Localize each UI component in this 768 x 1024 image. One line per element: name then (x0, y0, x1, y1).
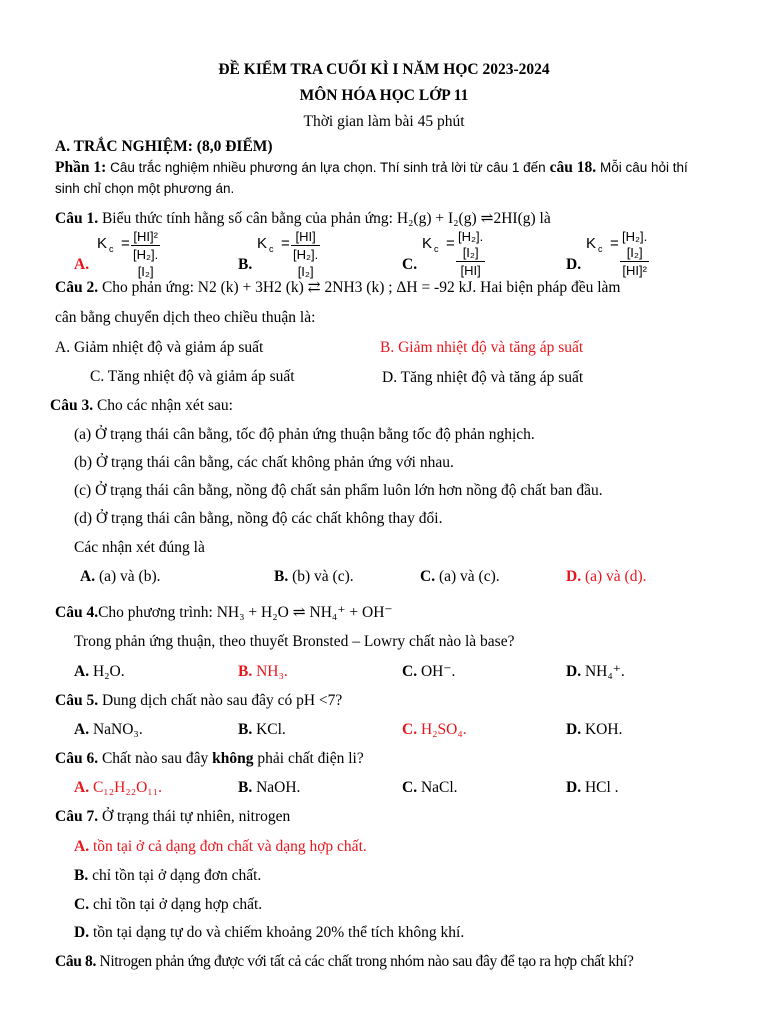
question-1 (55, 209, 551, 229)
q4-option-a[interactable]: A. H₂O. (74, 663, 125, 680)
q1-text: Biểu thức tính hằng số cân bằng của phản ứng: H₂(g) + I₂(g) ⇌2HI(g) là (101, 210, 551, 227)
q3-option-a[interactable]: A. (a) và (b). (80, 568, 161, 585)
q5-option-a[interactable]: A. NaNO₃. (74, 721, 143, 738)
q4-option-b[interactable]: B. NH₃. (238, 663, 288, 680)
exam-time: Thời gian làm bài 45 phút (303, 113, 465, 130)
q5-label: Câu 5. (55, 692, 99, 709)
q1-option-d-fraction: $\frac{\text{[H₂].[I₂]}}{\text{[HI]²}}$ (622, 229, 648, 278)
q5-option-c[interactable]: C. H₂SO₄. (402, 721, 467, 738)
q3-item-b: (b) Ở trạng thái cân bằng, các chất không phản ứng với nhau. (74, 454, 454, 471)
exam-title: ĐỀ KIỂM TRA CUỐI KÌ I NĂM HỌC 2023-2024 (218, 61, 550, 78)
q5-option-b[interactable]: B. KCl. (238, 721, 286, 738)
q7-option-b[interactable]: B. chỉ tồn tại ở dạng đơn chất. (74, 867, 262, 884)
part1-instructions (55, 158, 688, 178)
q1-label: Câu 1. (55, 210, 99, 227)
question-3 (50, 396, 233, 416)
question-7 (55, 807, 290, 827)
q4-label: Câu 4. (55, 604, 99, 621)
question-5 (55, 691, 342, 711)
question-8 (55, 952, 634, 972)
q2-option-c[interactable]: C. Tăng nhiệt độ và giảm áp suất (90, 368, 295, 385)
q2-label: Câu 2. (55, 279, 99, 296)
question-4 (55, 603, 393, 623)
q1-option-c-fraction: $\frac{\text{[H₂].[I₂]}}{[HI]}$ (458, 229, 484, 278)
q3-item-d: (d) Ở trạng thái cân bằng, nồng độ các chất không thay đổi. (74, 510, 443, 527)
question-6 (55, 749, 364, 769)
q2-option-a[interactable]: A. Giảm nhiệt độ và giảm áp suất (55, 339, 264, 356)
q1-option-b-fraction: $\frac{[HI]}{\text{[H₂].[I₂]}}$ (293, 229, 319, 279)
q3-label: Câu 3. (50, 397, 94, 414)
q3-item-a: (a) Ở trạng thái cân bằng, tốc độ phản ứng thuận bằng tốc độ phản nghịch. (74, 426, 535, 443)
q4-option-d[interactable]: D. NH₄⁺. (566, 663, 625, 680)
q3-text: Cho các nhận xét sau: (96, 397, 233, 414)
q6-text1: Chất nào sau đây (101, 750, 209, 767)
q2-line1: Cho phản ứng: N2 (k) + 3H2 (k) ⇄ 2NH3 (k) ; ΔH = -92 kJ. Hai biện pháp đều làm (101, 279, 621, 296)
q4-option-c[interactable]: C. OH⁻. (402, 663, 456, 680)
q5-option-d[interactable]: D. KOH. (566, 721, 623, 738)
q6-text2: phải chất điện li? (257, 750, 364, 767)
q4-line2: Trong phản ứng thuận, theo thuyết Bronsted – Lowry chất nào là base? (74, 633, 515, 650)
q6-bold: không (212, 750, 254, 767)
q3-option-d[interactable]: D. (a) và (d). (566, 568, 647, 585)
q1-option-a-fraction: $\frac{\text{[HI]²}}{\text{[H₂].[I₂]}}$ (133, 229, 159, 279)
q2-option-b[interactable]: B. Giảm nhiệt độ và tăng áp suất (380, 339, 584, 356)
part1-line2: sinh chỉ chọn một phương án. (55, 181, 235, 196)
q3-item-c: (c) Ở trạng thái cân bằng, nồng độ chất sản phẩm luôn lớn hơn nồng độ chất ban đầu. (74, 482, 603, 499)
q3-option-b[interactable]: B. (b) và (c). (274, 568, 354, 585)
q3-prompt: Các nhận xét đúng là (74, 539, 205, 556)
q6-option-b[interactable]: B. NaOH. (238, 779, 301, 796)
part1-text2: Mỗi câu hỏi thí (599, 160, 688, 175)
q7-option-d[interactable]: D. tồn tại dạng tự do và chiếm khoảng 20% thể tích không khí. (74, 924, 465, 941)
q7-option-c[interactable]: C. chỉ tồn tại ở dạng hợp chất. (74, 896, 263, 913)
q8-text: Nitrogen phản ứng được với tất cả các chất trong nhóm nào sau đây để tạo ra hợp chất khí? (99, 953, 634, 970)
section-a-heading: A. TRẮC NGHIỆM: (8,0 ĐIỂM) (55, 138, 273, 155)
exam-page: ĐỀ KIỂM TRA CUỐI KÌ I NĂM HỌC 2023-2024 MÔN HÓA HỌC LỚP 11 Thời gian làm bài 45 phút A. TRẮC NGHIỆM: (8,0 ĐIỂM) Phần 1: Câu trắc nghiệm nhiều phương án lựa chọn. Thí sinh trả lời từ câu 1 đến câu 18. Mỗi câu hỏi thí sinh chỉ chọn một phương án. Câu 1. Biểu thức tính hằng số cân bằng của phản ứng: H₂(g) + I₂(g) ⇌2HI(g) là A. K c = $\frac{\text{[HI]²}}{\text{[H₂].[I₂]}}$ B. K c = $\frac{[HI]}{\text{[H₂].[I₂]}}$ C. K c = $\frac{\text{[H₂].[I₂]}}{[HI]}$ D. K c = $\frac{\text{[H₂].[I₂]}}{\text{[HI]²}}$ Câu 2. Cho phản ứng: N2 (k) + 3H2 (k) ⇄ 2NH3 (k) ; ΔH = -92 kJ. Hai biện pháp đều làm cân bằng chuyển dịch theo chiều thuận là: A. Giảm nhiệt độ và giảm áp suất B. Giảm nhiệt độ và tăng áp suất C. Tăng nhiệt độ và giảm áp suất D. Tăng nhiệt độ và tăng áp suất Câu 3. Cho các nhận xét sau: (a) Ở trạng thái cân bằng, tốc độ phản ứng thuận bằng tốc độ phản nghịch. (b) Ở trạng thái cân bằng, các chất không phản ứng với nhau. (c) Ở trạng thái cân bằng, nồng độ chất sản phẩm luôn lớn hơn nồng độ chất ban đầu. (d) Ở trạng thái cân bằng, nồng độ các chất không thay đổi. Các nhận xét đúng là A. (a) và (b). B. (b) và (c). C. (a) và (c). D. (a) và (d). Câu 4.Cho phương trình: NH₃ + H₂O ⇌ NH₄⁺ + OH⁻ Trong phản ứng thuận, theo thuyết Bronsted – Lowry chất nào là base? A. H₂O. B. NH₃. C. OH⁻. D. NH₄⁺. Câu 5. Dung dịch chất nào sau đây có pH <7? A. NaNO₃. B. KCl. C. H₂SO₄. D. KOH. Câu 6. Chất nào sau đây không phải chất điện li? A. C₁₂H₂₂O₁₁. B. NaOH. C. NaCl. D. HCl . Câu 7. Ở trạng thái tự nhiên, nitrogen A. tồn tại ở cả dạng đơn chất và dạng hợp chất. B. chỉ tồn tại ở dạng đơn chất. C. chỉ tồn tại ở dạng hợp chất. D. tồn tại dạng tự do và chiếm khoảng 20% thể tích không khí. Câu 8. Nitrogen phản ứng được với tất cả các chất trong nhóm nào sau đây để tạo ra hợp chất khí? (0, 0, 768, 1024)
q1-option-c-letter[interactable]: C. (402, 256, 418, 273)
q4-text: Cho phương trình: NH₃ + H₂O ⇌ NH₄⁺ + OH⁻ (98, 604, 393, 621)
q6-option-a[interactable]: A. C₁₂H₂₂O₁₁. (74, 779, 162, 796)
part1-text1: Câu trắc nghiệm nhiều phương án lựa chọn. Thí sinh trả lời từ câu 1 đến (110, 160, 546, 175)
q7-text: Ở trạng thái tự nhiên, nitrogen (101, 808, 291, 825)
part1-bold: câu 18. (549, 159, 597, 176)
q6-option-c[interactable]: C. NaCl. (402, 779, 458, 796)
q5-text: Dung dịch chất nào sau đây có pH <7? (101, 692, 343, 709)
part1-label: Phần 1: (55, 159, 107, 176)
q2-line2: cân bằng chuyển dịch theo chiều thuận là: (55, 309, 316, 326)
exam-subject: MÔN HÓA HỌC LỚP 11 (299, 87, 469, 104)
q6-option-d[interactable]: D. HCl . (566, 779, 619, 796)
q7-label: Câu 7. (55, 808, 99, 825)
q6-label: Câu 6. (55, 750, 99, 767)
q1-option-a-letter[interactable]: A. (74, 256, 90, 273)
q2-option-d[interactable]: D. Tăng nhiệt độ và tăng áp suất (382, 369, 584, 386)
q1-option-b-letter[interactable]: B. (238, 256, 253, 273)
question-2 (55, 278, 620, 298)
q7-option-a[interactable]: A. tồn tại ở cả dạng đơn chất và dạng hợp chất. (74, 838, 367, 855)
q3-option-c[interactable]: C. (a) và (c). (420, 568, 500, 585)
q1-option-d-letter[interactable]: D. (566, 256, 582, 273)
q8-label: Câu 8. (55, 953, 96, 970)
